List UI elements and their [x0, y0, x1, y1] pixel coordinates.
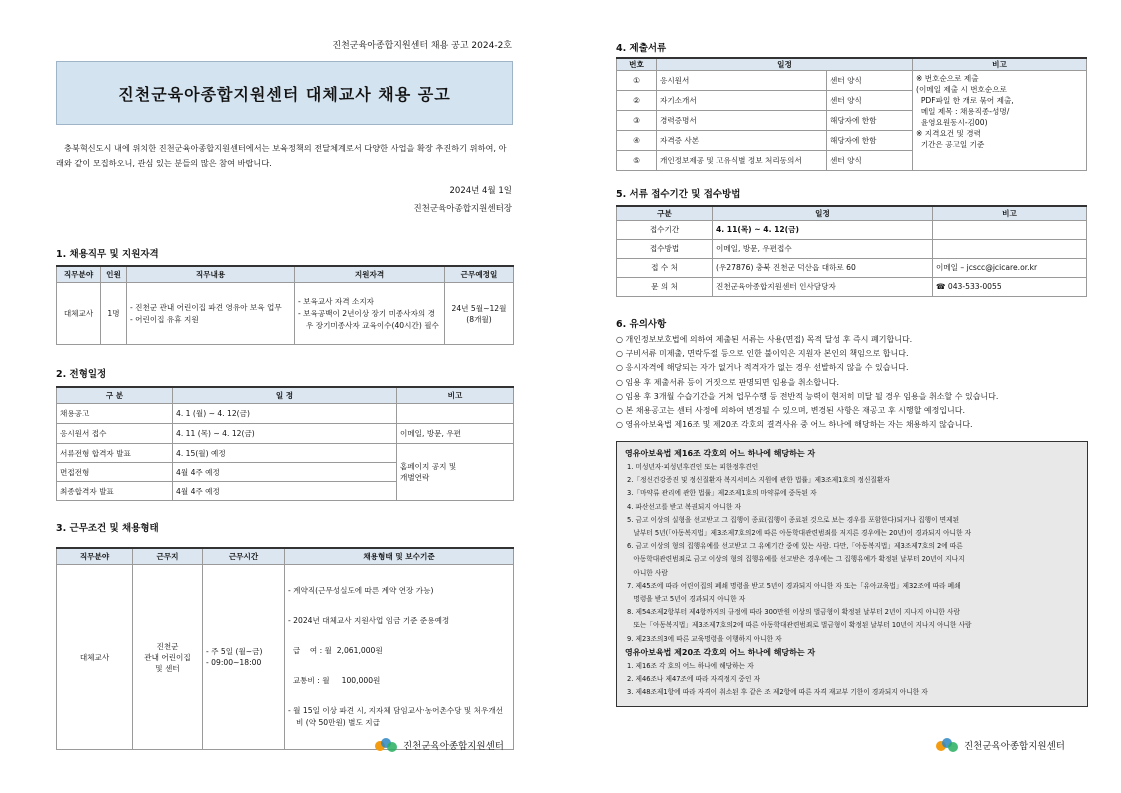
- list-item: ○ 개인정보보호법에 의하여 제출된 서류는 사용(면접) 목적 달성 후 즉시 폐기합니다.: [616, 335, 913, 344]
- field-cell: 대체교사: [57, 565, 133, 750]
- col-header: 구 분: [57, 387, 173, 404]
- list-item: ○ 임용 후 3개월 수습기간을 거쳐 업무수행 등 전반적 능력이 현저히 미달 될 경우 임용을 취소할 수 있습니다.: [616, 391, 999, 401]
- period-line: 24년 5월~12월: [451, 303, 507, 313]
- center-logo: [935, 737, 1065, 753]
- section3-heading: 3. 근무조건 및 채용형태: [56, 523, 159, 534]
- submission-label: 접수기간: [617, 220, 713, 239]
- note-line: 윤영요원동시-김00): [916, 118, 988, 127]
- location-cell: [133, 565, 203, 750]
- law-line: 3. 제48조제1항에 따라 자격이 취소된 후 같은 조 제2항에 따른 자격 재교부 기한이 경과되지 아니한 자: [627, 688, 928, 697]
- col-header: 인원: [101, 266, 127, 283]
- schedule-note: 이메일, 방문, 우편: [397, 424, 514, 444]
- doc-number-cell: ④: [617, 131, 657, 151]
- doc-number-cell: ③: [617, 111, 657, 131]
- logo-text: 진천군육아종합지원센터: [403, 741, 504, 752]
- note-line: 기간은 공고일 기준: [916, 140, 985, 149]
- doc-name-cell: 응시원서: [657, 71, 827, 91]
- note-line: PDF파일 한 개로 묶어 제출,: [916, 96, 1014, 105]
- field-cell: 대체교사: [57, 283, 101, 345]
- conditions-cell: [285, 565, 514, 750]
- col-header: 일정: [713, 206, 933, 220]
- list-item: - 월 15일 이상 파견 시, 지자체 담임교사·농어촌수당 및 처우개선비 (약 50만원) 별도 지급: [288, 706, 504, 727]
- law-line: 4. 파산선고를 받고 복권되지 아니한 자: [627, 502, 741, 511]
- col-header: 지원자격: [295, 266, 445, 283]
- law-line: 1. 제16조 각 호의 어느 하나에 해당하는 자: [627, 661, 754, 670]
- location-line: 관내 어린이집: [144, 652, 191, 662]
- submission-value: 4. 11(목) ~ 4. 12(금): [713, 220, 933, 239]
- col-header: 근무예정일: [445, 266, 514, 283]
- logo-text: 진천군육아종합지원센터: [964, 741, 1065, 752]
- note-line: ※ 지격요건 및 경력: [916, 129, 981, 138]
- jobs-table: [56, 265, 514, 345]
- location-line: 진천군: [156, 641, 179, 651]
- doc-note-cell: [913, 71, 1087, 171]
- hours-cell: [203, 565, 285, 750]
- col-header: 일정: [657, 58, 913, 71]
- table-row: [617, 71, 1087, 91]
- col-header: 비고: [397, 387, 514, 404]
- submission-table: [616, 205, 1087, 297]
- conditions-table: [56, 547, 514, 750]
- schedule-name: 서류전형 합격자 발표: [57, 444, 173, 463]
- schedule-note: [397, 404, 514, 424]
- table-header-row: [617, 58, 1087, 71]
- col-header: 비고: [933, 206, 1087, 220]
- law-heading: 영유아보육법 제20조 각호의 어느 하나에 해당하는 자: [625, 647, 816, 657]
- schedule-note: [397, 444, 514, 501]
- table-header-row: [57, 266, 514, 283]
- law-line: 6. 금고 이상의 형의 집행유예를 선고받고 그 유예기간 중에 있는 사람. 다만,「아동복지법」제3조제7호의 2에 따른: [627, 542, 963, 551]
- list-item: 교통비 : 월 100,000원: [288, 676, 381, 685]
- period-cell: [445, 283, 514, 345]
- doc-form-cell: 센터 양식: [827, 91, 913, 111]
- section6-heading: 6. 유의사항: [616, 319, 667, 330]
- doc-number: 진천군육아종합지원센터 채용 공고 2024-2호: [332, 41, 512, 51]
- note-line: 개별연락: [400, 473, 430, 482]
- center-logo-icon: [935, 737, 959, 753]
- schedule-name: 최종합격자 발표: [57, 482, 173, 501]
- law-line: 9. 제23조의3에 따른 교육명령을 이행하지 아니한 자: [627, 634, 782, 643]
- right-page: [561, 0, 1121, 793]
- law-line: 5. 금고 이상의 실형을 선고받고 그 집행이 종료(집행이 종료된 것으로 보는 경우를 포함한다)되거나 집행이 면제된: [627, 515, 960, 524]
- count-cell: 1명: [101, 283, 127, 345]
- submission-label: 접 수 처: [617, 258, 713, 277]
- col-header: 직무분야: [57, 548, 133, 565]
- list-item: ○ 임용 후 제출서류 등이 거짓으로 판명되면 임용을 취소합니다.: [616, 377, 840, 387]
- doc-number-cell: ①: [617, 71, 657, 91]
- submission-label: 문 의 처: [617, 277, 713, 296]
- schedule-table: [56, 386, 514, 501]
- schedule-date: 4. 15(월) 예정: [173, 444, 397, 463]
- list-item: 급 여 : 월 2,061,000원: [288, 646, 383, 655]
- submission-note: [933, 220, 1087, 239]
- list-item: - 보육공백이 2년이상 장기 미종사자의 경우 장기미종사자 교육이수(40시간) 필수: [298, 308, 439, 330]
- law-line: 7. 제45조에 따라 어린이집의 폐쇄 명령을 받고 5년이 경과되지 아니한 자 또는「유아교육법」제32조에 따라 폐쇄: [627, 581, 961, 590]
- col-header: 근무지: [133, 548, 203, 565]
- table-row: [617, 277, 1087, 296]
- doc-name-cell: 경력증명서: [657, 111, 827, 131]
- doc-name-cell: 개인정보제공 및 고유식별 정보 처리동의서: [657, 151, 827, 171]
- intro-paragraph: 충북혁신도시 내에 위치한 진천군육아종합지원센터에서는 보육정책의 전달체계로서 다양한 사업을 확장 추진하기 위하여, 아래와 같이 모집하오니, 관심 있는 분들의 많은 참여 바랍니다.: [56, 143, 507, 168]
- doc-name-cell: 자기소개서: [657, 91, 827, 111]
- list-item: - 진천군 관내 어린이집 파견 영유아 보육 업무: [130, 302, 282, 312]
- submission-note: ☎ 043-533-0055: [933, 277, 1087, 296]
- documents-table: [616, 57, 1087, 171]
- list-item: - 보육교사 자격 소지자: [298, 296, 375, 306]
- notice-signature: 진천군육아종합지원센터장: [413, 204, 512, 214]
- col-header: 번호: [617, 58, 657, 71]
- list-item: ○ 구비서류 미제출, 면락두절 등으로 인한 불이익은 지원자 본인의 책임으로 합니다.: [616, 349, 909, 359]
- table-row: [57, 565, 514, 750]
- law-line: 3.「마약류 관리에 관한 법률」제2조제1호의 마약류에 중독된 자: [627, 489, 817, 498]
- submission-value: 이메일, 방문, 우편접수: [713, 239, 933, 258]
- law-line: 또는「아동복지법」제3조제7호의2에 따른 아동학대관련범죄로 벌금형이 확정된 날부터 10년이 지나지 아니한 사람: [627, 621, 972, 630]
- note-line: 홈페이지 공지 및: [400, 462, 457, 471]
- doc-form-cell: 센터 양식: [827, 71, 913, 91]
- table-header-row: [57, 548, 514, 565]
- col-header: 구분: [617, 206, 713, 220]
- center-logo: [374, 737, 504, 753]
- section5-heading: 5. 서류 접수기간 및 접수방법: [616, 189, 741, 200]
- list-item: ○ 본 채용공고는 센터 사정에 의하여 변경될 수 있으며, 변경된 사항은 재공고 후 시행할 예정입니다.: [616, 406, 966, 416]
- table-header-row: [57, 387, 514, 404]
- section2-heading: 2. 전형일정: [56, 369, 107, 380]
- table-row: [57, 283, 514, 345]
- law-line: 아니한 사람: [627, 568, 668, 577]
- list-item: - 계약직(근무성실도에 따른 계약 연장 가능): [288, 586, 434, 595]
- submission-note: 이메일 – jcscc@jcicare.or.kr: [933, 258, 1087, 277]
- list-item: - 2024년 대체교사 지원사업 임금 기준 준용예정: [288, 616, 450, 625]
- table-row: [617, 258, 1087, 277]
- list-item: ○ 영유아보육법 제16조 및 제20조 각호의 결격사유 중 어느 하나에 해당하는 자는 채용하지 않습니다.: [616, 420, 973, 430]
- location-line: 및 센터: [155, 663, 180, 673]
- hours-line: - 09:00~18:00: [206, 658, 262, 667]
- period-line: (8개월): [466, 314, 492, 324]
- table-row: [57, 444, 514, 463]
- col-header: 직무분야: [57, 266, 101, 283]
- law-line: 아동학대관련범죄로 금고 이상의 형의 집행유예를 선고받은 경우에는 그 집행유예가 확정된 날부터 20년이 지나지: [627, 555, 965, 564]
- table-header-row: [617, 206, 1087, 220]
- page-title: 진천군육아종합지원센터 대체교사 채용 공고: [56, 61, 513, 125]
- schedule-date: 4월 4주 예정: [173, 463, 397, 482]
- submission-label: 접수방법: [617, 239, 713, 258]
- left-page: [0, 0, 560, 793]
- table-row: [617, 239, 1087, 258]
- disqualification-box: [616, 441, 1088, 707]
- qualification-cell: [295, 283, 445, 345]
- law-line: 명령을 받고 5년이 경과되지 아니한 자: [627, 595, 746, 604]
- center-logo-icon: [374, 737, 398, 753]
- col-header: 채용형태 및 보수기준: [285, 548, 514, 565]
- law-heading: 영유아보육법 제16조 각호의 어느 하나에 해당하는 자: [625, 449, 816, 458]
- hours-line: - 주 5일 (월~금): [206, 647, 263, 656]
- notes-list: [616, 333, 1086, 432]
- list-item: ○ 응시자격에 해당되는 자가 없거나 적격자가 없는 경우 선발하지 않을 수 있습니다.: [616, 363, 909, 373]
- table-row: [617, 220, 1087, 239]
- law-line: 날부터 5년(「아동복지법」제3조제7호의2에 따른 아동학대관련범죄를 저지른 경우에는 20년)이 경과되지 아니한 자: [627, 529, 972, 538]
- submission-value: 진천군육아종합지원센터 인사담당자: [713, 277, 933, 296]
- submission-value: (우27876) 충북 진천군 덕산읍 대하로 60: [713, 258, 933, 277]
- note-line: ※ 번호순으로 제출: [916, 74, 979, 83]
- law-line: 8. 제54조제2항부터 제4항까지의 규정에 따라 300만원 이상의 벌금형이 확정된 날부터 2년이 지나지 아니한 사람: [627, 608, 960, 617]
- law-line: 2.「정신건강증진 및 정신질환자 복지서비스 지원에 관한 법률」제3조제1호의 정신질환자: [627, 476, 890, 485]
- submission-note: [933, 239, 1087, 258]
- duties-cell: [127, 283, 295, 345]
- doc-form-cell: 센터 양식: [827, 151, 913, 171]
- col-header: 비고: [913, 58, 1087, 71]
- schedule-date: 4월 4주 예정: [173, 482, 397, 501]
- list-item: - 어린이집 유휴 지원: [130, 314, 199, 324]
- doc-number-cell: ②: [617, 91, 657, 111]
- section4-heading: 4. 제출서류: [616, 43, 667, 54]
- note-line: (이메일 제출 시 번호순으로: [916, 85, 1007, 94]
- schedule-date: 4. 1 (월) ~ 4. 12(금): [173, 404, 397, 424]
- schedule-name: 응시원서 접수: [57, 424, 173, 444]
- doc-name-cell: 자격증 사본: [657, 131, 827, 151]
- col-header: 직무내용: [127, 266, 295, 283]
- law-line: 2. 제46조나 제47조에 따라 자격정지 중인 자: [627, 675, 761, 684]
- law-line: 1. 미성년자·피성년후견인 또는 피한정후견인: [627, 463, 759, 471]
- table-row: [57, 404, 514, 424]
- doc-form-cell: 해당자에 한함: [827, 131, 913, 151]
- schedule-name: 면접전형: [57, 463, 173, 482]
- table-row: [57, 424, 514, 444]
- section1-heading: 1. 채용직무 및 지원자격: [56, 249, 159, 260]
- col-header: 일 정: [173, 387, 397, 404]
- schedule-date: 4. 11 (목) ~ 4. 12(금): [173, 424, 397, 444]
- col-header: 근무시간: [203, 548, 285, 565]
- schedule-name: 채용공고: [57, 404, 173, 424]
- notice-date: 2024년 4월 1일: [449, 186, 512, 196]
- doc-number-cell: ⑤: [617, 151, 657, 171]
- doc-form-cell: 해당자에 한함: [827, 111, 913, 131]
- note-line: 메일 제목 : 채용직종-성명/: [916, 107, 1010, 116]
